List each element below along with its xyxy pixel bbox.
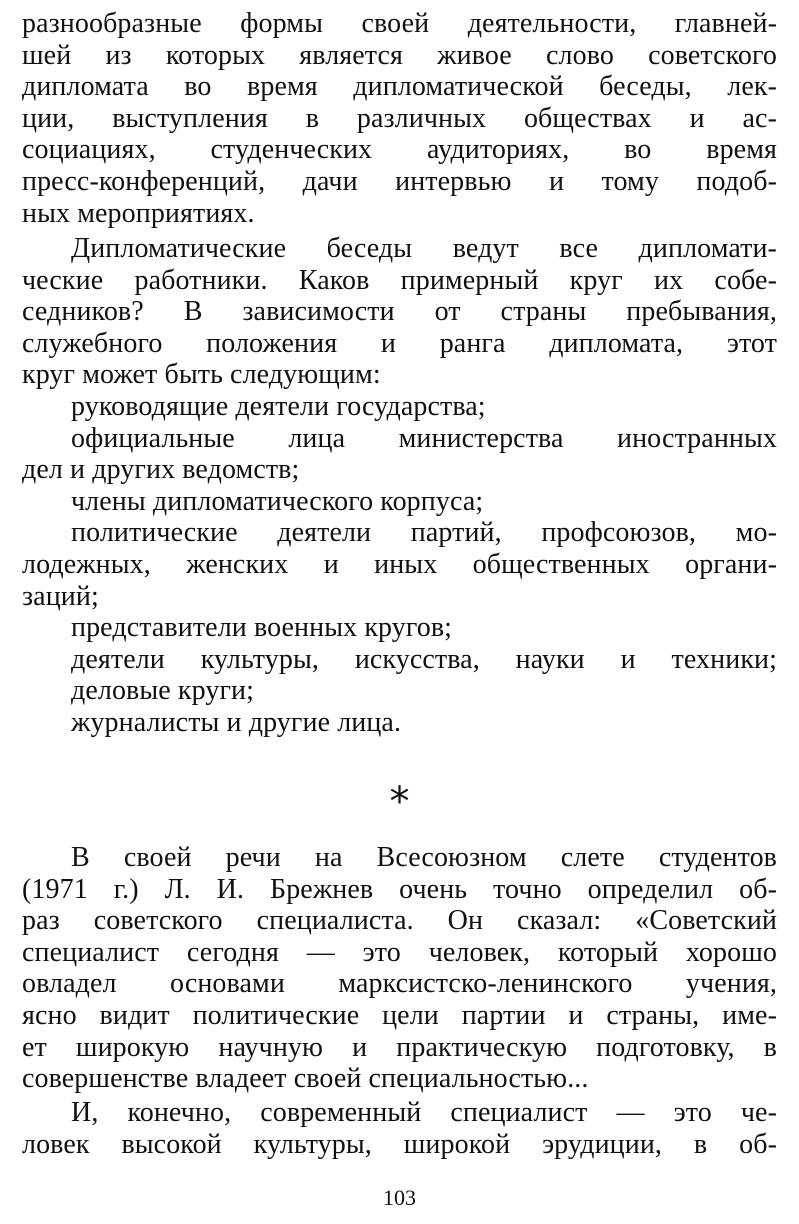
text-line: разнообразные формы своей деятельности, главней- xyxy=(22,8,777,39)
text-line: овладел основами марксистско-ленинского учения, xyxy=(22,968,777,1000)
list-item xyxy=(22,675,777,707)
text-line: В своей речи на Всесоюзном слете студентов xyxy=(71,842,777,873)
text-line: ческие работники. Каков примерный круг их собе- xyxy=(22,264,777,296)
text-line: Дипломатические беседы ведут все дипломати- xyxy=(71,233,777,264)
text-line: И, конечно, современный специалист — это че- xyxy=(71,1097,777,1128)
list-item xyxy=(22,517,777,612)
text-line: дел и других ведомств; xyxy=(22,454,300,486)
text-line: раз советского специалиста. Он сказал: «Советский xyxy=(22,905,777,937)
text-line: ясно видит политические цели партии и страны, име- xyxy=(22,999,777,1031)
text-line: представители военных кругов; xyxy=(71,612,453,644)
text-line: деятели культуры, искусства, науки и техники; xyxy=(71,643,777,675)
text-line: служебного положения и ранга дипломата, этот xyxy=(22,327,777,359)
text-line: специалист сегодня — это человек, который хорошо xyxy=(22,936,777,968)
list-item xyxy=(22,423,777,486)
text-line: ции, выступления в различных обществах и ас- xyxy=(22,102,777,134)
text-line: круг может быть следующим: xyxy=(22,359,381,391)
text-line: ловек высокой культуры, широкой эрудиции, в об- xyxy=(22,1128,777,1160)
list-item xyxy=(22,644,777,676)
text-line: заций; xyxy=(22,580,99,612)
text-line: пресс-конференций, дачи интервью и тому подоб- xyxy=(22,165,777,197)
paragraph-interlocutors xyxy=(22,233,777,739)
section-separator-asterisk: * xyxy=(389,779,410,825)
text-line: дипломата во время дипломатической беседы, лек- xyxy=(22,71,777,103)
list-item xyxy=(22,486,777,518)
paragraph-brezhnev-quote xyxy=(22,842,777,1095)
text-line: лодежных, женских и иных общественных органи- xyxy=(22,548,777,580)
text-line: деловые круги; xyxy=(71,675,254,707)
text-line: официальные лица министерства иностранных xyxy=(71,422,777,454)
paragraph-continuation xyxy=(22,8,777,229)
text-line: шей из которых является живое слово советского xyxy=(22,39,777,71)
text-line: (1971 г.) Л. И. Брежнев очень точно определил об- xyxy=(22,873,777,905)
text-line: политические деятели партий, профсоюзов, мо- xyxy=(71,517,777,549)
text-line: социациях, студенческих аудиториях, во время xyxy=(22,134,777,166)
text-line: совершенстве владеет своей специальностью... xyxy=(22,1063,589,1095)
list-item xyxy=(22,612,777,644)
paragraph-modern-specialist xyxy=(22,1097,777,1160)
text-line: руководящие деятели государства; xyxy=(71,390,486,422)
text-line: члены дипломатического корпуса; xyxy=(71,485,484,517)
page-number: 103 xyxy=(383,1185,416,1210)
list-item xyxy=(22,391,777,423)
text-line: журналисты и другие лица. xyxy=(71,706,402,738)
text-line: ных мероприятиях. xyxy=(22,197,255,229)
text-line: ет широкую научную и практическую подготовку, в xyxy=(22,1031,777,1063)
text-line: седников? В зависимости от страны пребывания, xyxy=(22,296,777,328)
list-item xyxy=(22,707,777,739)
